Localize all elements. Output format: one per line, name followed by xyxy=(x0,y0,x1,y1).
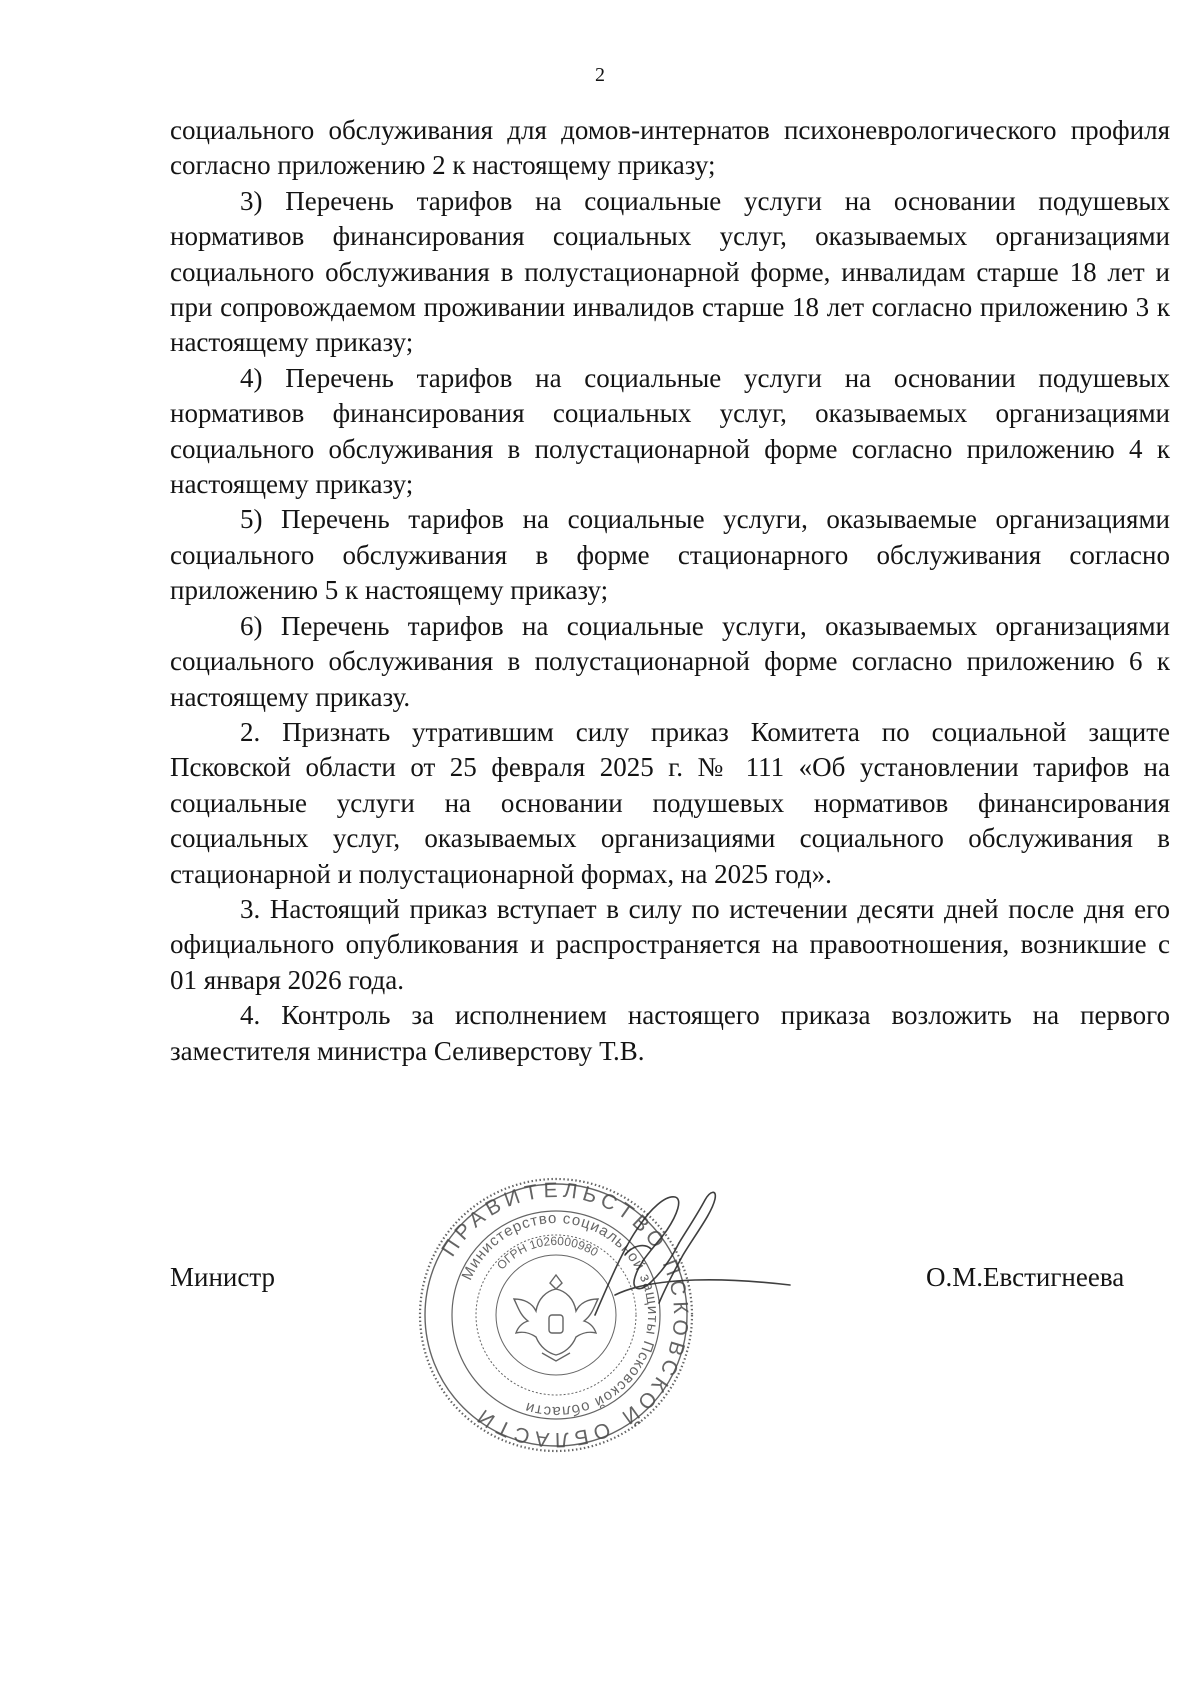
paragraph-clause-4: 4. Контроль за исполнением настоящего приказа возложить на первого заместителя министра Селиверстову Т.В. xyxy=(170,1000,1170,1066)
paragraph-clause-2: 2. Признать утратившим силу приказ Комитета по социальной защите Псковской области от 25 февраля 2025 г. № 111 «Об установлении тарифов на социальные услуги на основании подушевых нормативов финансирования социальных услуг, оказываемых организациями социального обслуживания в стационарной и полустационарной формах, на 2025 год». xyxy=(170,716,1170,889)
page-number: 2 xyxy=(595,64,605,86)
paragraph-item-3: 3) Перечень тарифов на социальные услуги на основании подушевых нормативов финансирования социальных услуг, оказываемых организациями социального обслуживания в полустационарной форме, инвалидам старше 18 лет и при сопровождаемом проживании инвалидов старше 18 лет согласно приложению 3 к настоящему приказу; xyxy=(170,185,1170,358)
paragraph-clause-3: 3. Настоящий приказ вступает в силу по истечении десяти дней после дня его официального опубликования и распространяется на правоотношения, возникшие с 01 января 2026 года. xyxy=(170,893,1170,995)
paragraph-item-6: 6) Перечень тарифов на социальные услуги, оказываемых организациями социального обслуживания в полустационарной форме согласно приложению 6 к настоящему приказу. xyxy=(170,610,1170,712)
paragraph-continuation: социального обслуживания для домов-интернатов психоневрологического профиля согласно приложению 2 к настоящему приказу; xyxy=(170,115,1170,181)
document-body xyxy=(170,113,1170,1069)
handwritten-signature xyxy=(555,1185,795,1340)
paragraph-item-4: 4) Перечень тарифов на социальные услуги на основании подушевых нормативов финансирования социальных услуг, оказываемых организациями социального обслуживания в полустационарной форме согласно приложению 4 к настоящему приказу; xyxy=(170,362,1170,500)
seal-outer-text: ПРАВИТЕЛЬСТВО ПСКОВСКОЙ ОБЛАСТИ xyxy=(437,1178,693,1452)
seal-ogrn-text: ОГРН 1026000980 xyxy=(493,1233,601,1273)
signer-position-title: Министр xyxy=(170,1262,275,1292)
signer-name: О.М.Евстигнеева xyxy=(926,1262,1125,1292)
paragraph-item-5: 5) Перечень тарифов на социальные услуги, оказываемые организациями социального обслуживания в форме стационарного обслуживания согласно приложению 5 к настоящему приказу; xyxy=(170,504,1170,606)
seal-inner-text: Министерство социальной защиты Псковской области xyxy=(458,1209,662,1421)
